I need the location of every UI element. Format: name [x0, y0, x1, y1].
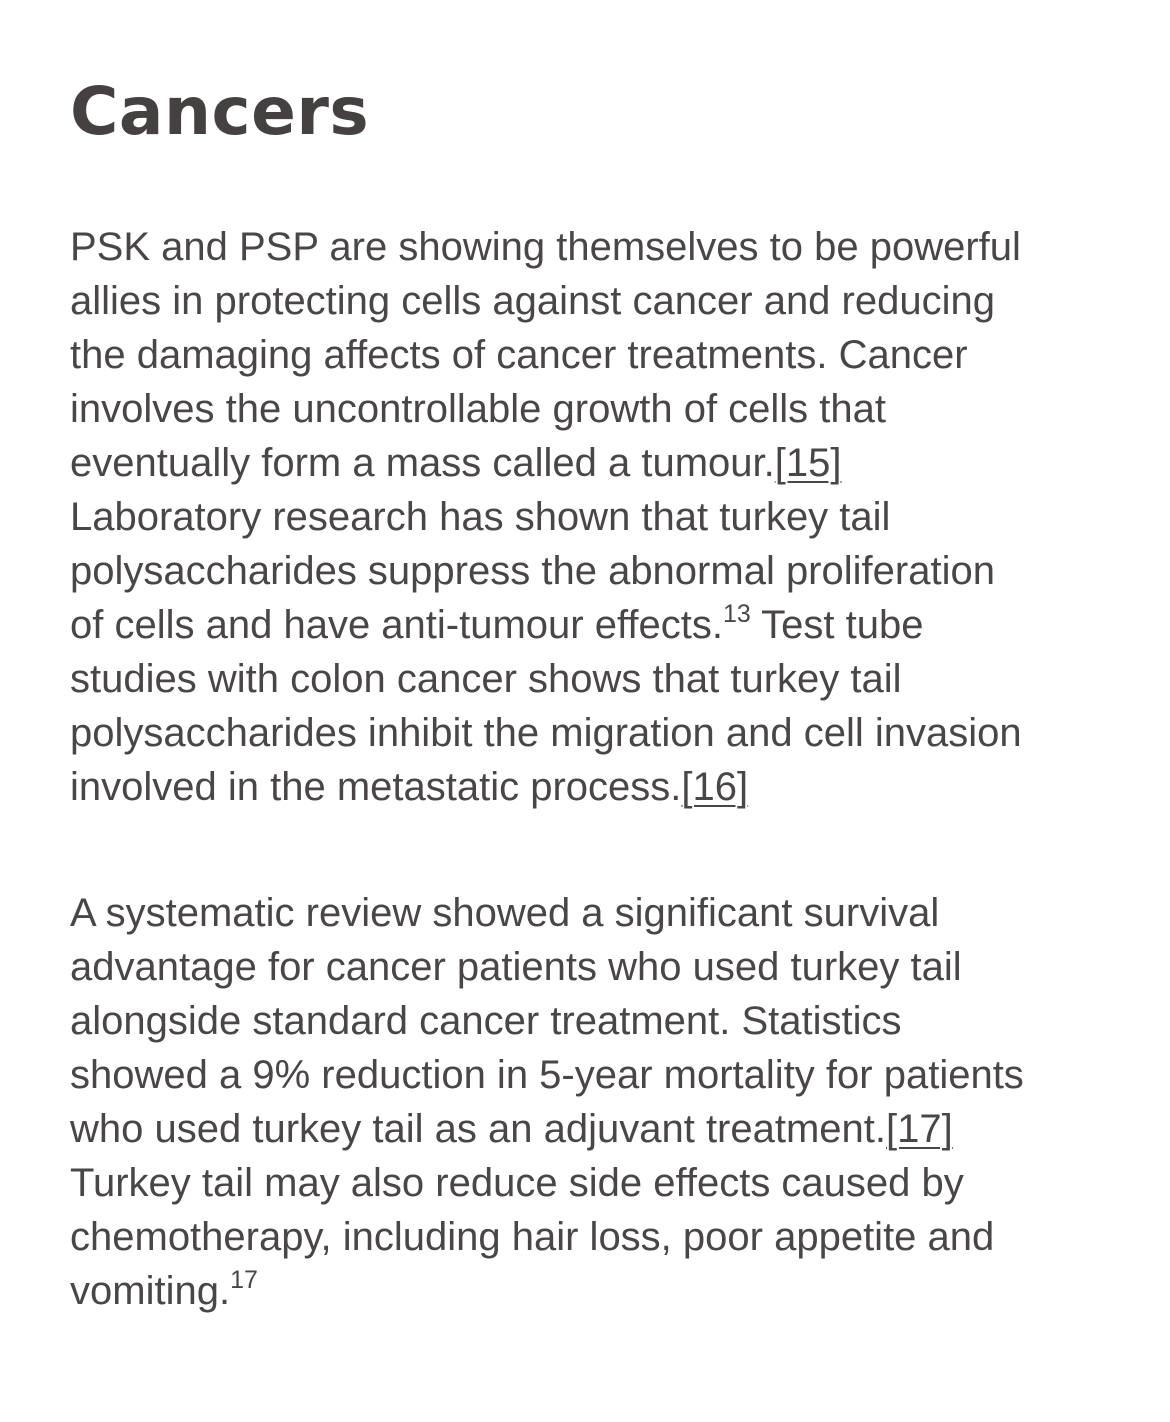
text-line: allies in protecting cells against cancer and reducing — [70, 279, 995, 323]
text-line: polysaccharides suppress the abnormal proliferation — [70, 549, 995, 593]
text-line — [70, 1264, 1100, 1318]
citation-superscript-13: 13 — [722, 599, 751, 628]
text-line: A systematic review showed a significant survival — [70, 891, 940, 935]
text-line: PSK and PSP are showing themselves to be powerful — [70, 225, 1021, 269]
citation-superscript-17: 17 — [230, 1265, 258, 1294]
text-line — [70, 436, 1100, 490]
text-segment: eventually form a mass called a tumour. — [70, 441, 775, 485]
reference-link-16[interactable]: [16] — [681, 765, 749, 809]
text-line — [70, 598, 1100, 652]
text-line: involves the uncontrollable growth of cells that — [70, 387, 887, 431]
text-line: showed a 9% reduction in 5-year mortality for patients — [70, 1053, 1024, 1097]
paragraph-2 — [70, 886, 1100, 1318]
text-line: alongside standard cancer treatment. Statistics — [70, 999, 902, 1043]
text-line: advantage for cancer patients who used turkey tail — [70, 945, 962, 989]
text-line — [70, 1102, 1100, 1156]
reference-link-17[interactable]: [17] — [886, 1107, 953, 1151]
text-line: Turkey tail may also reduce side effects caused by — [70, 1161, 964, 1205]
paragraph-1 — [70, 220, 1100, 814]
reference-link-15[interactable]: [15] — [774, 441, 842, 485]
text-line: chemotherapy, including hair loss, poor appetite and — [70, 1215, 995, 1259]
text-line: the damaging affects of cancer treatments. Cancer — [70, 333, 968, 377]
text-line: Laboratory research has shown that turkey tail — [70, 495, 891, 539]
text-line: polysaccharides inhibit the migration and cell invasion — [70, 711, 1022, 755]
text-segment: who used turkey tail as an adjuvant treatment. — [70, 1107, 887, 1151]
text-segment: Test tube — [750, 603, 924, 647]
text-segment: of cells and have anti-tumour effects. — [70, 603, 723, 647]
text-segment: involved in the metastatic process. — [70, 765, 682, 809]
text-segment: vomiting. — [70, 1269, 231, 1313]
text-line — [70, 760, 1100, 814]
text-line: studies with colon cancer shows that turkey tail — [70, 657, 902, 701]
section-heading: Cancers — [70, 73, 370, 150]
